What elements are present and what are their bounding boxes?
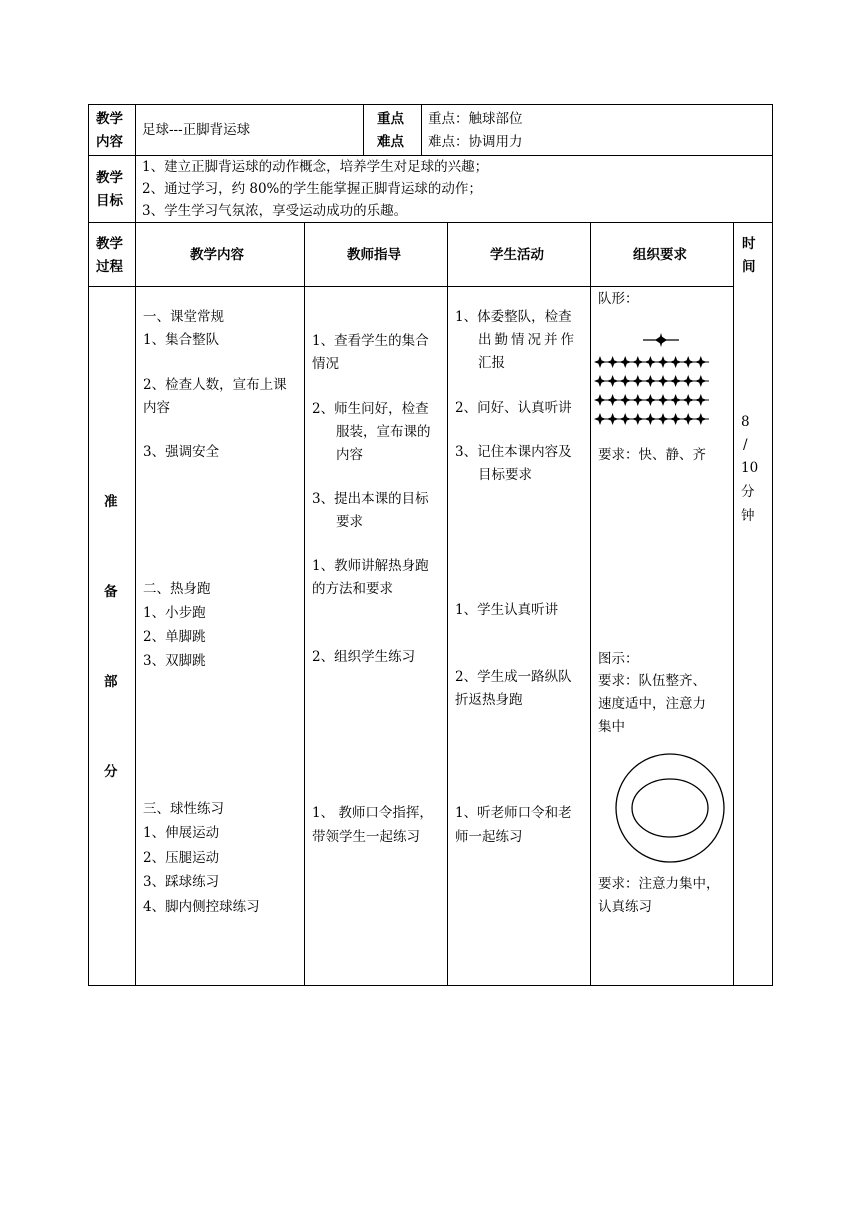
student-star-icon [670,356,682,368]
student-star-icon [632,375,644,387]
part1-item-1: 1、集合整队 [143,332,220,348]
student-ball-1-line2: 师一起练习 [455,829,523,845]
column-header-time-line1: 时 [742,236,756,252]
section-char-3: 部 [104,674,118,690]
student-star-icon [695,394,707,406]
content-label-line1: 教学 [96,111,123,127]
student-star-icon [619,356,631,368]
teacher-1-line2: 情况 [312,356,339,372]
student-star-icon [607,413,619,425]
part2-title: 二、热身跑 [143,581,211,597]
process-label-line1: 教学 [96,236,123,252]
teacher-3-line2: 要求 [336,514,363,530]
student-warmup-2-line2: 折返热身跑 [455,692,523,708]
student-star-icon [644,413,656,425]
student-star-icon [657,375,669,387]
inner-track-ellipse [632,779,708,837]
time-char-2: / [743,437,748,453]
student-star-icon [657,394,669,406]
goals-label-line1: 教学 [96,170,123,186]
student-star-icon [632,394,644,406]
requirement-3-line2: 认真练习 [598,899,652,915]
time-char-5: 钟 [741,508,755,524]
teacher-1-line1: 1、查看学生的集合 [312,333,429,349]
part3-item-1: 1、伸展运动 [143,825,220,841]
student-star-icon [619,394,631,406]
student-star-icon [607,356,619,368]
student-star-icon [632,356,644,368]
part3-item-3: 3、踩球练习 [143,874,220,890]
part3-item-4: 4、脚内侧控球练习 [143,899,260,915]
section-char-4: 分 [104,764,118,780]
student-1-line2: 出勤情况并作 [478,332,577,348]
requirement-2-line3: 集中 [598,719,625,735]
student-star-icon [619,375,631,387]
student-star-icon [670,394,682,406]
student-1-line1: 1、体委整队，检查 [455,309,572,325]
time-char-1: 8 [741,414,750,430]
teacher-2-line1: 2、师生问好，检查 [312,401,429,417]
part3-item-2: 2、压腿运动 [143,850,220,866]
teacher-ball-1-line2: 带领学生一起练习 [312,829,420,845]
student-2: 2、问好、认真听讲 [455,400,572,416]
part1-item-2-line2: 内容 [143,400,170,416]
student-star-icon [682,394,694,406]
column-header-student: 学生活动 [490,247,544,263]
key-label-line2: 难点 [377,134,404,150]
teacher-3-line1: 3、提出本课的目标 [312,491,429,507]
formation-diagram [593,330,713,434]
student-star-icon [695,413,707,425]
student-star-icon [682,375,694,387]
student-star-icon [594,375,606,387]
part2-item-1: 1、小步跑 [143,605,206,621]
section-char-2: 备 [104,584,118,600]
teacher-warmup-2: 2、组织学生练习 [312,649,416,665]
student-warmup-2-line1: 2、学生成一路纵队 [455,669,572,685]
goal-item-3: 3、学生学习气氛浓，享受运动成功的乐趣。 [142,203,408,219]
student-star-icon [657,413,669,425]
teacher-2-line2: 服装，宣布课的 [336,424,431,440]
time-char-3: 10 [741,460,759,476]
student-star-icon [670,413,682,425]
student-star-icon [657,356,669,368]
goal-item-2: 2、通过学习，约 80%的学生能掌握正脚背运球的动作； [142,181,482,197]
requirement-1: 要求：快、静、齐 [598,447,706,463]
lesson-topic: 足球---正脚背运球 [142,122,251,138]
process-label-line2: 过程 [96,259,123,275]
student-ball-1-line1: 1、听老师口令和老 [455,805,572,821]
column-header-content: 教学内容 [190,247,244,263]
student-star-icon [632,413,644,425]
track-diagram [610,752,728,864]
part1-title: 一、课堂常规 [143,309,224,325]
student-star-icon [607,375,619,387]
key-label-line1: 重点 [377,111,404,127]
teacher-warmup-1-line1: 1、教师讲解热身跑 [312,558,429,574]
goal-item-1: 1、建立正脚背运球的动作概念，培养学生对足球的兴趣； [142,159,489,175]
requirement-2-line1: 要求：队伍整齐、 [598,673,706,689]
student-star-icon [619,413,631,425]
part2-item-2: 2、单脚跳 [143,629,206,645]
student-star-icon [682,356,694,368]
requirement-2-line2: 速度适中，注意力 [598,696,706,712]
part3-title: 三、球性练习 [143,801,224,817]
diagram-label: 图示： [598,651,639,667]
teacher-ball-1-line1: 1、 教师口令指挥， [312,805,433,821]
goals-label-line2: 目标 [96,193,123,209]
student-star-icon [594,356,606,368]
teacher-2-line3: 内容 [336,447,363,463]
column-header-time-line2: 间 [742,259,756,275]
student-star-icon [682,413,694,425]
column-header-organize: 组织要求 [633,247,687,263]
student-star-icon [594,413,606,425]
time-char-4: 分 [741,484,755,500]
student-warmup-1: 1、学生认真听讲 [455,602,559,618]
part2-item-3: 3、双脚跳 [143,653,206,669]
requirement-3-line1: 要求：注意力集中， [598,876,720,892]
formation-label: 队形： [598,291,639,307]
student-3-line1: 3、记住本课内容及 [455,444,572,460]
part1-item-2-line1: 2、检查人数，宣布上课 [143,377,287,393]
student-star-icon [695,356,707,368]
key-point: 重点：触球部位 [428,111,523,127]
teacher-warmup-1-line2: 的方法和要求 [312,581,393,597]
student-3-line2: 目标要求 [478,467,532,483]
content-label-line2: 内容 [96,134,123,150]
student-formation-stars [594,356,709,425]
student-star-icon [594,394,606,406]
student-star-icon [670,375,682,387]
student-star-icon [644,394,656,406]
student-star-icon [607,394,619,406]
part1-item-3: 3、强调安全 [143,444,220,460]
section-char-1: 准 [104,494,118,510]
teacher-marker-icon [643,333,679,347]
student-star-icon [644,356,656,368]
student-star-icon [695,375,707,387]
difficulty-point: 难点：协调用力 [428,134,523,150]
column-header-teacher: 教师指导 [347,247,401,263]
student-1-line3: 汇报 [478,355,505,371]
student-star-icon [644,375,656,387]
